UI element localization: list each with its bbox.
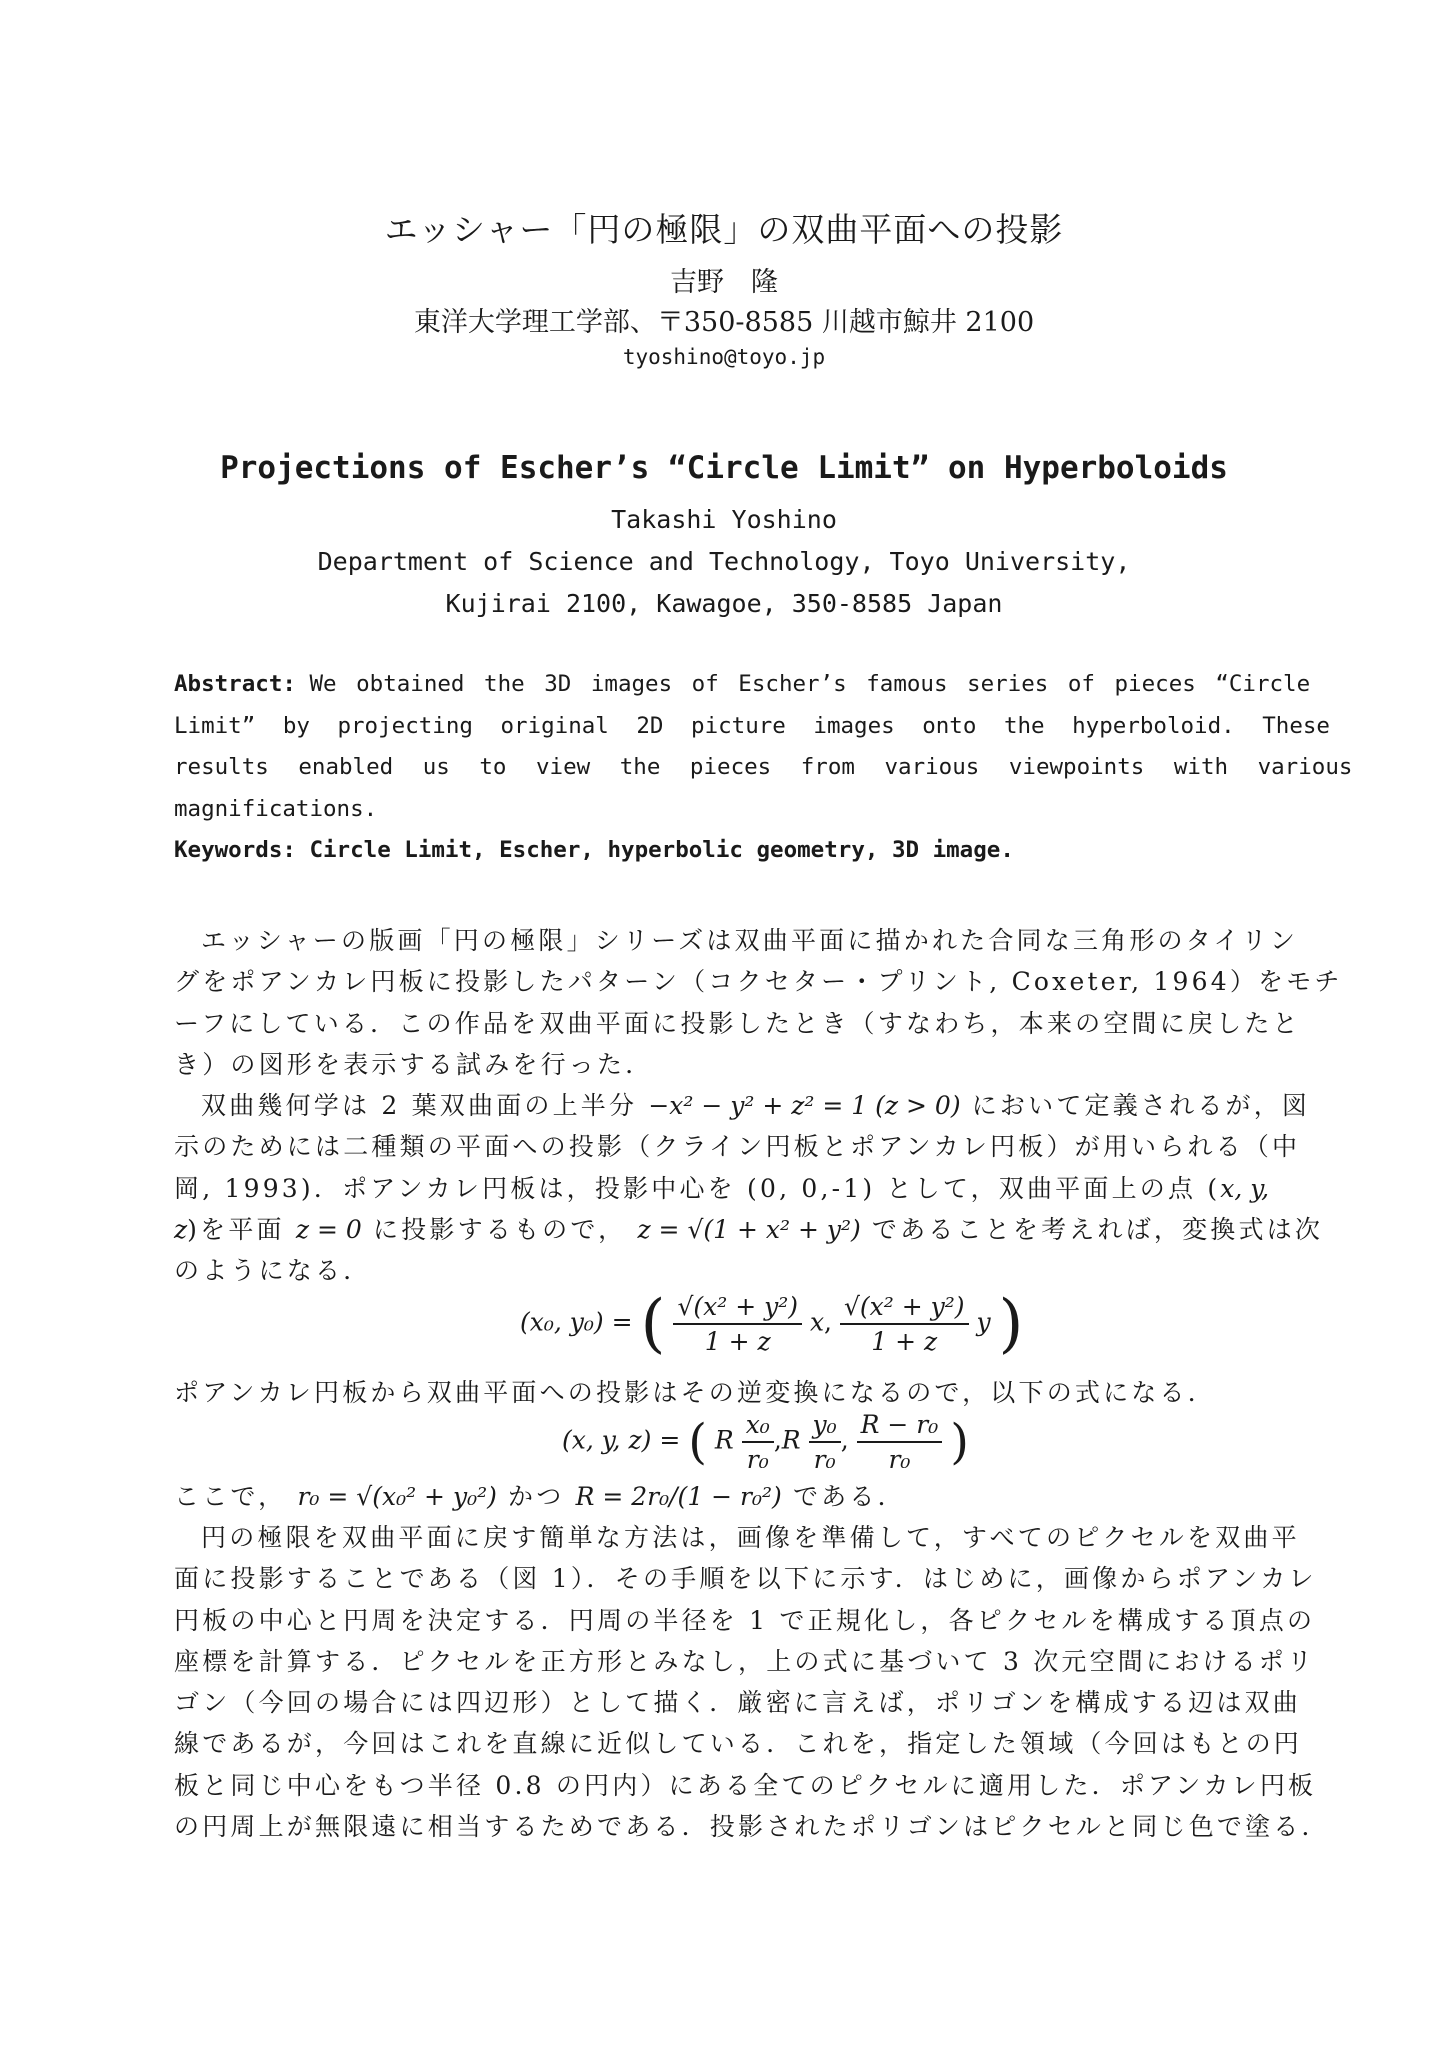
eq2-lhs: (x, y, z) = (562, 1425, 681, 1455)
eq1-y: y (976, 1307, 991, 1337)
p1-line-3: ーフにしている．この作品を双曲平面に投影したとき（すなわち，本来の空間に戻したと (174, 1008, 1301, 1038)
point-coords: x, y, (1220, 1173, 1270, 1203)
p4-text: である． (792, 1482, 906, 1511)
p5-line-6: 線であるが，今回はこれを直線に近似している．これを，指定した領域（今回はもとの円 (174, 1729, 1303, 1759)
paren-close: ) (998, 1287, 1024, 1361)
p2-text: )を平面 (187, 1214, 285, 1244)
eq2-numerator: x₀ (742, 1410, 774, 1443)
equation-1: (x₀, y₀) = ( $\frac{\text{√(x² + y²)}}{1 + z}$ x, $\frac{\text{√(x² + y²)}}{1 + z}$ y ) (520, 1287, 1024, 1361)
paren-close: ) (950, 1414, 969, 1470)
abstract-label: Abstract: (174, 671, 296, 697)
keywords-line (174, 830, 1279, 872)
abstract-line-4: magnifications. (174, 795, 378, 822)
R-equation: R = 2r₀/(1 − r₀²) (575, 1482, 782, 1511)
p3-line: ポアンカレ円板から双曲平面への投影はその逆変換になるので，以下の式になる． (174, 1378, 1216, 1407)
body-paragraph-4 (174, 1476, 1280, 1517)
eq1-denominator: 1 + z (871, 1327, 938, 1356)
keywords-label: Keywords: (174, 837, 296, 863)
p5-line-1: 円の極限を双曲平面に戻す簡単な方法は，画像を準備して，すべてのピクセルを双曲平 (201, 1523, 1300, 1552)
p2-text: に投影するもので， (372, 1214, 627, 1244)
eq1-fraction-x (673, 1292, 802, 1356)
p5-line-7: 板と同じ中心をもつ半径 0.8 の円内）にある全てのピクセルに適用した．ポアンカレ円板 (174, 1770, 1317, 1800)
p2-line-2: 示のためには二種類の平面への投影（クライン円板とポアンカレ円板）が用いられる（中 (174, 1132, 1301, 1162)
eq2-numerator: y₀ (809, 1410, 841, 1443)
eq1-lhs: (x₀, y₀) = (520, 1307, 633, 1337)
affiliation-en-line-1: Department of Science and Technology, Toyo University, (317, 547, 1131, 576)
p5-line-8: の円周上が無限遠に相当するためである．投影されたポリゴンはピクセルと同じ色で塗る． (174, 1812, 1330, 1842)
body-paragraph-5 (174, 1517, 1330, 1847)
eq1-numerator: √(x² + y²) (840, 1292, 969, 1325)
eq2-R: R (781, 1425, 801, 1455)
abstract-line-2: Limit” by projecting original 2D picture images onto the hyperboloid. These (174, 712, 1330, 739)
p4-text: かつ (508, 1482, 565, 1511)
p1-line-2: グをポアンカレ円板に投影したパターン（コクセター・プリント, Coxeter, 1964）をモチ (174, 967, 1343, 997)
eq2-fraction-1 (742, 1410, 774, 1474)
equation-2: (x, y, z) = ( R $\frac{\text{x₀}}{\text{r₀}}$ ,R $\frac{\text{y₀}}{\text{r₀}}$ , $\frac{\text{R − r₀}}{\text{r₀}}$ ) (562, 1410, 969, 1474)
eq2-denominator: r₀ (813, 1445, 836, 1474)
p2-text: において定義されるが，図 (971, 1091, 1311, 1120)
p4-text: ここで， (174, 1482, 287, 1511)
p2-line-3 (174, 1168, 1280, 1209)
p2-text: であることを考えれば，変換式は次 (871, 1214, 1324, 1244)
p5-line-3: 円板の中心と円周を決定する．円周の半径を 1 で正規化し，各ピクセルを構成する頂点の (174, 1605, 1316, 1635)
plane-equation: z = 0 (295, 1214, 362, 1244)
eq2-R: R (714, 1425, 734, 1455)
p2-line-4 (174, 1209, 1324, 1250)
abstract-text-1: We obtained the 3D images of Escher’s famous series of pieces “Circle (309, 671, 1311, 697)
author-en: Takashi Yoshino (611, 505, 837, 534)
p1-line-1: エッシャーの版画「円の極限」シリーズは双曲平面に描かれた合同な三角形のタイリン (201, 926, 1299, 955)
eq2-numerator: R − r₀ (857, 1410, 943, 1443)
p2-line-5: のようになる． (174, 1256, 372, 1286)
eq2-fraction-2 (809, 1410, 841, 1474)
hyperboloid-equation: −x² − y² + z² = 1 (z > 0) (648, 1091, 961, 1120)
eq1-numerator: √(x² + y²) (673, 1292, 802, 1325)
p5-line-5: ゴン（今回の場合には四辺形）として描く．厳密に言えば，ポリゴンを構成する辺は双曲 (174, 1688, 1302, 1718)
author-ja: 吉野 隆 (670, 267, 778, 298)
title-en: Projections of Escher’s “Circle Limit” on Hyperboloids (220, 450, 1228, 486)
title-ja: エッシャー「円の極限」の双曲平面への投影 (384, 210, 1064, 249)
p5-line-2: 面に投影することである（図 1）．その手順を以下に示す．はじめに，画像からポアンカレ (174, 1564, 1317, 1594)
affiliation-ja: 東洋大学理工学部、〒350-8585 川越市鯨井 2100 (413, 307, 1035, 338)
eq2-denominator: r₀ (888, 1445, 911, 1474)
eq1-denominator: 1 + z (704, 1327, 771, 1356)
p1-line-4: き）の図形を表示する試みを行った． (174, 1049, 654, 1079)
eq1-fraction-y (840, 1292, 969, 1356)
abstract-line-1 (174, 664, 1311, 706)
r0-equation: r₀ = √(x₀² + y₀²) (297, 1482, 497, 1511)
body-paragraph-1 (174, 920, 1343, 1085)
p5-line-4: 座標を計算する．ピクセルを正方形とみなし，上の式に基づいて 3 次元空間におけるポリ (174, 1646, 1316, 1676)
author-email[interactable]: tyoshino@toyo.jp (622, 345, 826, 369)
p2-text: 双曲幾何学は 2 葉双曲面の上半分 (201, 1091, 638, 1120)
affiliation-en-line-2: Kujirai 2100, Kawagoe, 350-8585 Japan (445, 589, 1003, 618)
paren-open: ( (640, 1287, 666, 1361)
eq2-denominator: r₀ (746, 1445, 769, 1474)
var-z: z (174, 1214, 188, 1244)
eq1-x: x (809, 1307, 825, 1337)
p2-text: 岡, 1993)．ポアンカレ円板は，投影中心を (0, 0,-1) として，双曲平面上の点 ( (174, 1173, 1221, 1203)
body-paragraph-3 (174, 1372, 1280, 1413)
eq2-fraction-3 (857, 1410, 943, 1474)
z-equation: z = √(1 + x² + y²) (637, 1214, 861, 1244)
body-paragraph-2 (174, 1085, 1324, 1291)
abstract-line-3: results enabled us to view the pieces from various viewpoints with various (174, 754, 1353, 780)
paren-open: ( (688, 1414, 707, 1470)
keywords-text: Circle Limit, Escher, hyperbolic geometry, 3D image. (309, 837, 1014, 863)
p4-line (174, 1476, 1280, 1517)
abstract-block (174, 664, 1353, 872)
p2-line-1 (174, 1085, 1311, 1126)
